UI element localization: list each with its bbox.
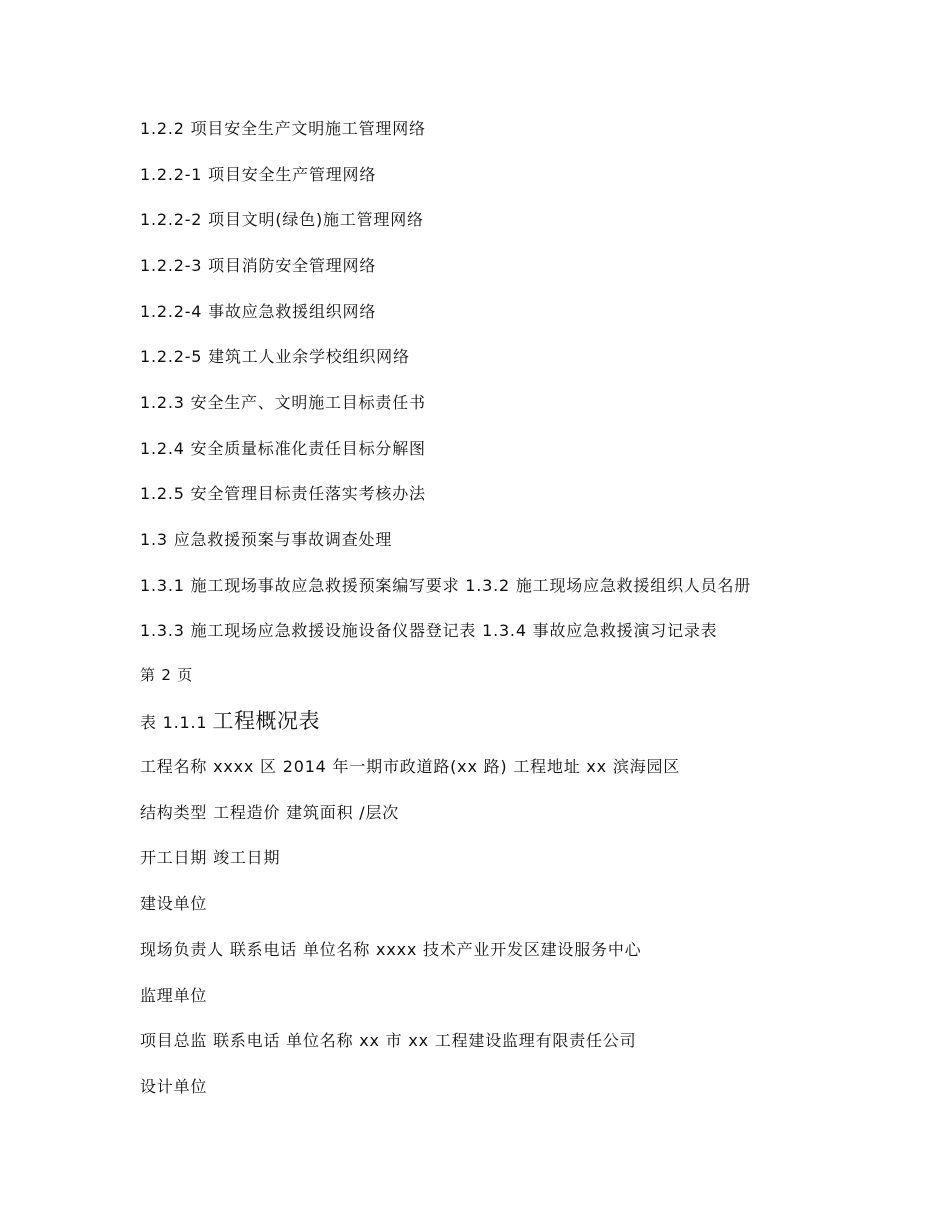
table-line-structure-type: 结构类型 工程造价 建筑面积 /层次 [140,803,400,822]
table-line-dates: 开工日期 竣工日期 [140,848,281,867]
table-line-supervision-unit: 监理单位 [140,986,208,1005]
table-line-design-unit: 设计单位 [140,1077,208,1096]
toc-line-1-2-2-2: 1.2.2-2 项目文明(绿色)施工管理网络 [140,210,424,229]
toc-line-1-2-5: 1.2.5 安全管理目标责任落实考核办法 [140,484,426,503]
toc-line-1-2-2: 1.2.2 项目安全生产文明施工管理网络 [140,119,426,138]
toc-line-1-2-2-1: 1.2.2-1 项目安全生产管理网络 [140,165,377,184]
table-title [140,705,320,735]
toc-line-1-3: 1.3 应急救援预案与事故调查处理 [140,530,393,549]
table-title-main: 工程概况表 [212,709,320,733]
table-title-prefix: 表 1.1.1 [140,713,208,732]
toc-line-1-2-3: 1.2.3 安全生产、文明施工目标责任书 [140,393,426,412]
toc-line-1-3-3-and-1-3-4: 1.3.3 施工现场应急救援设施设备仪器登记表 1.3.4 事故应急救援演习记录表 [140,621,718,640]
table-line-project-name: 工程名称 xxxx 区 2014 年一期市政道路(xx 路) 工程地址 xx 滨海园区 [140,757,681,776]
toc-line-1-3-1-and-1-3-2: 1.3.1 施工现场事故应急救援预案编写要求 1.3.2 施工现场应急救援组织人员名册 [140,576,752,595]
toc-line-1-2-4: 1.2.4 安全质量标准化责任目标分解图 [140,439,426,458]
table-line-site-manager: 现场负责人 联系电话 单位名称 xxxx 技术产业开发区建设服务中心 [140,940,642,959]
table-line-construction-unit: 建设单位 [140,894,208,913]
page-number: 第 2 页 [140,666,194,684]
table-line-chief-supervisor: 项目总监 联系电话 单位名称 xx 市 xx 工程建设监理有限责任公司 [140,1031,637,1050]
toc-line-1-2-2-4: 1.2.2-4 事故应急救援组织网络 [140,302,377,321]
toc-line-1-2-2-3: 1.2.2-3 项目消防安全管理网络 [140,256,377,275]
toc-line-1-2-2-5: 1.2.2-5 建筑工人业余学校组织网络 [140,347,410,366]
